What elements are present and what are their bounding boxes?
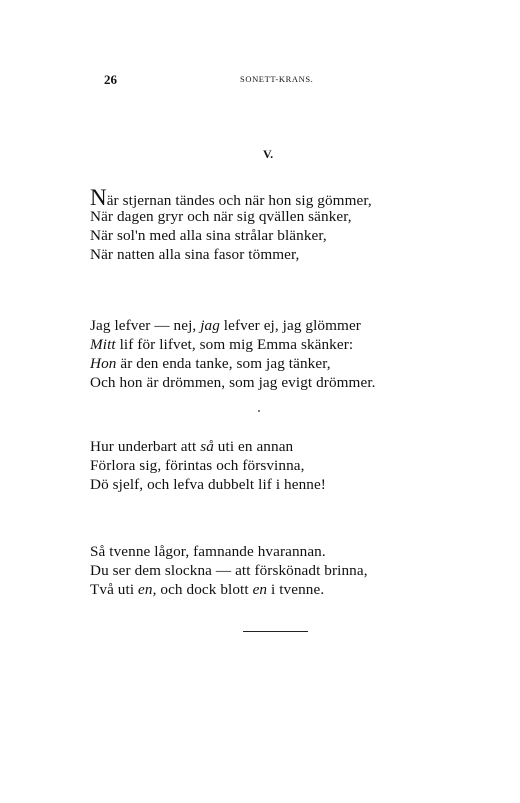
stanza-4 <box>90 542 450 599</box>
poem-line: Och hon är drömmen, som jag evigt drömmer. <box>90 374 376 391</box>
page-number: 26 <box>104 72 117 87</box>
print-speck <box>258 410 260 412</box>
poem-line: Dö sjelf, och lefva dubbelt lif i henne! <box>90 476 326 493</box>
poem-line: Hur underbart att så uti en annan <box>90 438 294 455</box>
poem-line: När dagen gryr och när sig qvällen sänker, <box>90 208 352 225</box>
poem-line: När natten alla sina fasor tömmer, <box>90 246 300 263</box>
dropcap: N <box>90 185 107 210</box>
stanza-1 <box>90 185 450 264</box>
poem-line: Mitt lif för lifvet, som mig Emma skänker: <box>90 336 354 353</box>
end-rule <box>243 631 308 632</box>
poem-line: När sol'n med alla sina strålar blänker, <box>90 227 327 244</box>
running-head: SONETT-KRANS. <box>240 74 314 84</box>
poem-line: Du ser dem slockna — att förskönadt brinna, <box>90 562 368 579</box>
poem-line: Förlora sig, förintas och försvinna, <box>90 457 305 474</box>
poem-line: Två uti en, och dock blott en i tvenne. <box>90 581 325 598</box>
section-numeral: V. <box>263 147 274 161</box>
poem-line: När stjernan tändes och när hon sig gömmer, <box>90 185 372 210</box>
stanza-3 <box>90 437 450 494</box>
poem-line: Hon är den enda tanke, som jag tänker, <box>90 355 331 372</box>
poem-line: Jag lefver — nej, jag lefver ej, jag glömmer <box>90 317 361 334</box>
poem-line: Så tvenne lågor, famnande hvarannan. <box>90 543 326 560</box>
stanza-2 <box>90 316 450 392</box>
